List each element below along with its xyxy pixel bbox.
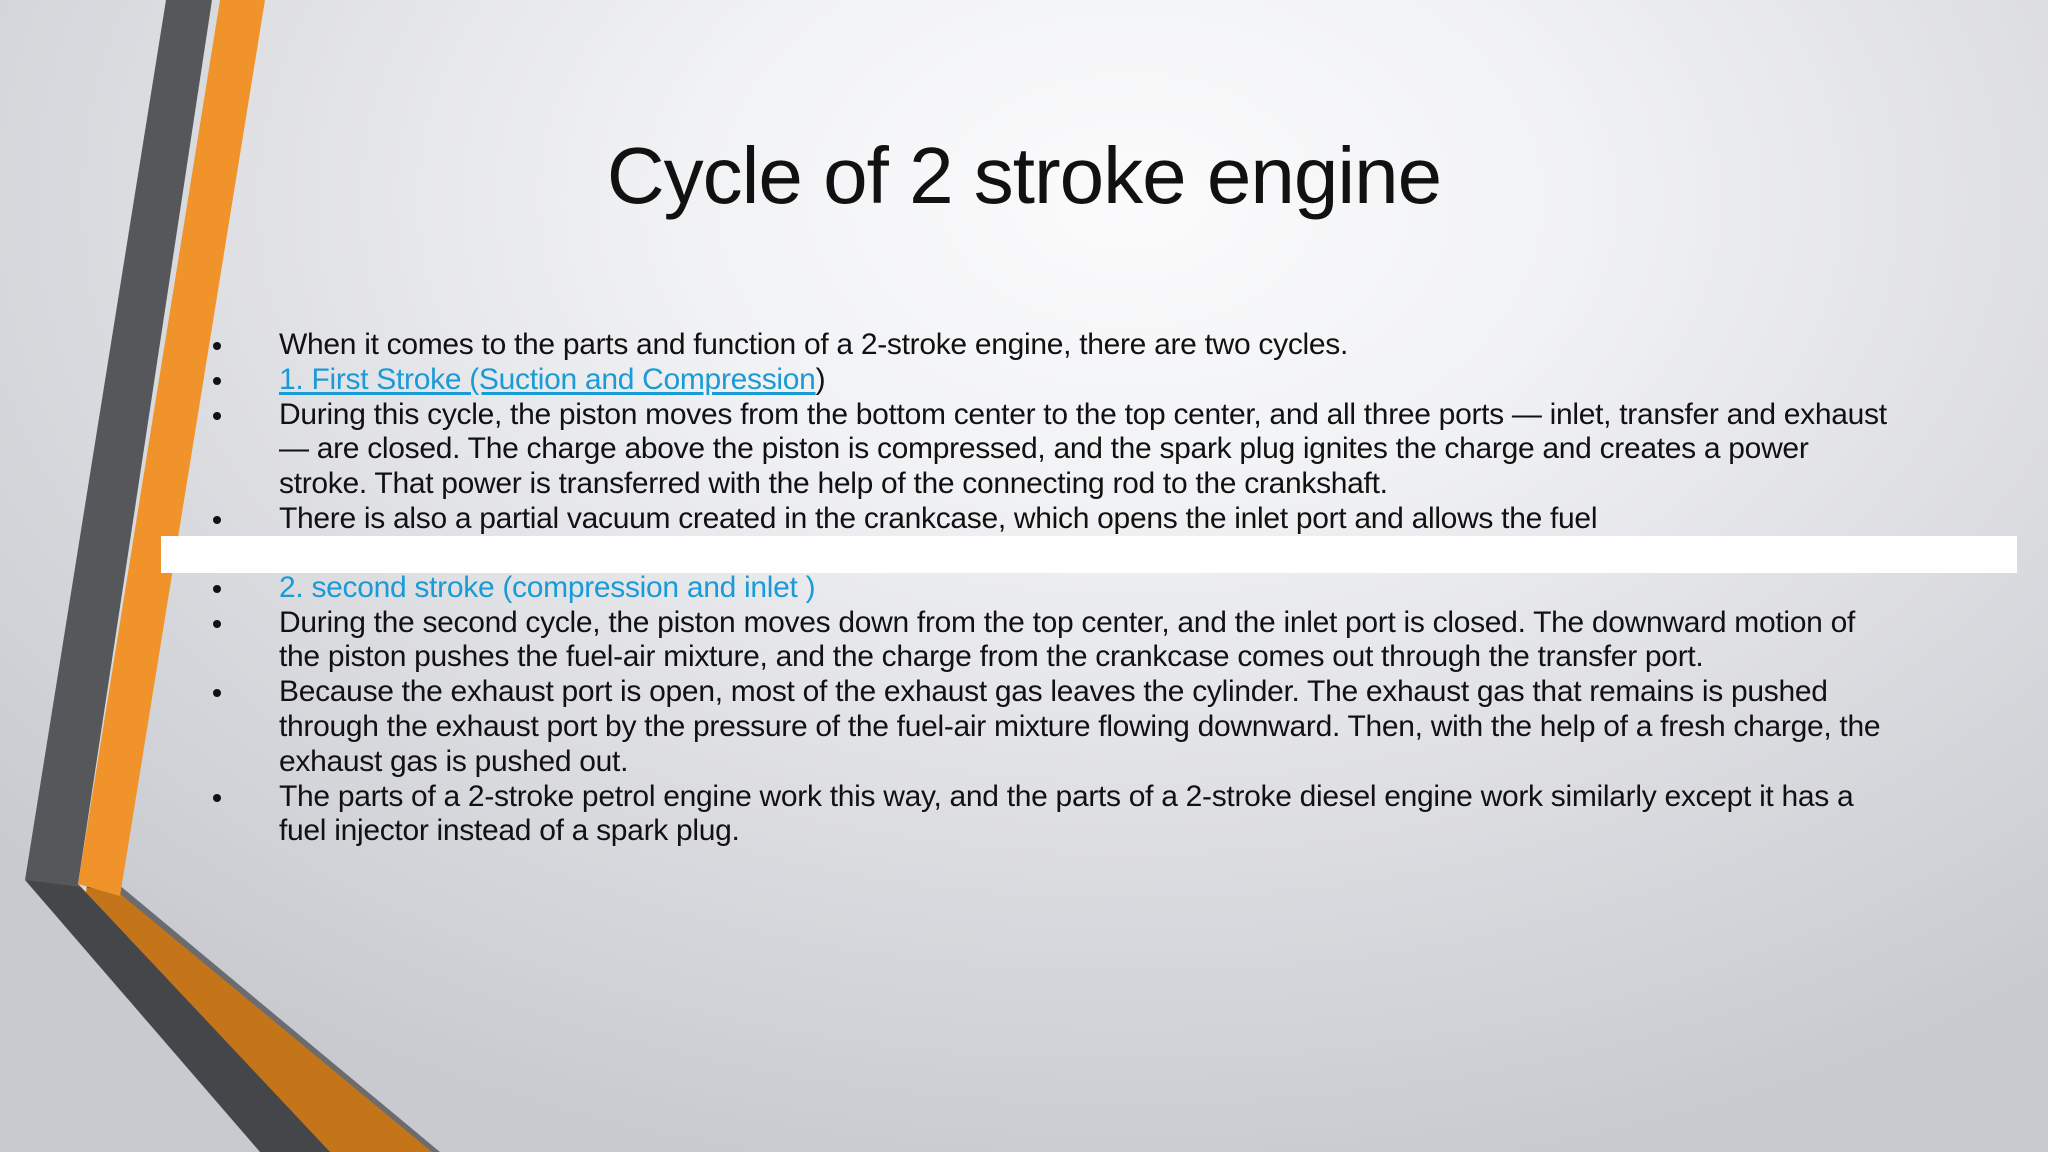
bullet-dot-icon	[213, 377, 221, 385]
bullet-item	[212, 398, 1892, 502]
bullet-text: Because the exhaust port is open, most of the exhaust gas leaves the cylinder. The exhaust gas that remains is pushed through the exhaust port by the pressure of the fuel-air mixture flowing downward. Then, with the help of a fresh charge, the exhaust gas is pushed out.	[279, 675, 1881, 778]
bullet-text: During this cycle, the piston moves from the bottom center to the top center, and all three ports — inlet, transfer and exhaust — are closed. The charge above the piston is compressed, and the spark plug ignites the charge and creates a power stroke. That power is transferred with the help of the connecting rod to the crankshaft.	[279, 397, 1887, 501]
second-stroke-heading: 2. second stroke (compression and inlet )	[279, 570, 816, 604]
first-stroke-link[interactable]: 1. First Stroke (Suction and Compression	[279, 362, 816, 396]
bullet-item	[212, 502, 1892, 537]
bullet-dot-icon	[213, 689, 221, 697]
slide-title: Cycle of 2 stroke engine	[606, 131, 1442, 220]
bullet-dot-icon	[213, 794, 221, 802]
bullet-dot-icon	[213, 620, 221, 628]
bullet-text: During the second cycle, the piston moves down from the top center, and the inlet port is closed. The downward motion of the piston pushes the fuel-air mixture, and the charge from the crankcase comes out through the transfer port.	[279, 605, 1856, 674]
bullet-dot-icon	[213, 516, 221, 524]
bullet-item	[212, 571, 1892, 606]
bullet-item	[212, 328, 1892, 363]
bullet-item	[212, 363, 1892, 398]
lower-gray-stripe	[25, 880, 333, 1152]
bullet-text: The parts of a 2-stroke petrol engine work this way, and the parts of a 2-stroke diesel engine work similarly except it has a fuel injector instead of a spark plug.	[279, 779, 1854, 848]
bullet-dot-icon	[213, 412, 221, 420]
bullet-text: There is also a partial vacuum created in the crankcase, which opens the inlet port and allows the fuel	[279, 501, 1598, 535]
bullet-item	[212, 606, 1892, 676]
bullet-dot-icon	[213, 585, 221, 593]
bullet-item	[212, 675, 1892, 779]
bullet-text: When it comes to the parts and function of a 2-stroke engine, there are two cycles.	[279, 328, 1349, 361]
bullet-item	[212, 780, 1892, 850]
bullet-gap	[212, 537, 1892, 571]
bullet-dot-icon	[213, 342, 221, 350]
bullet-list	[212, 328, 1892, 849]
link-suffix: )	[815, 362, 826, 396]
